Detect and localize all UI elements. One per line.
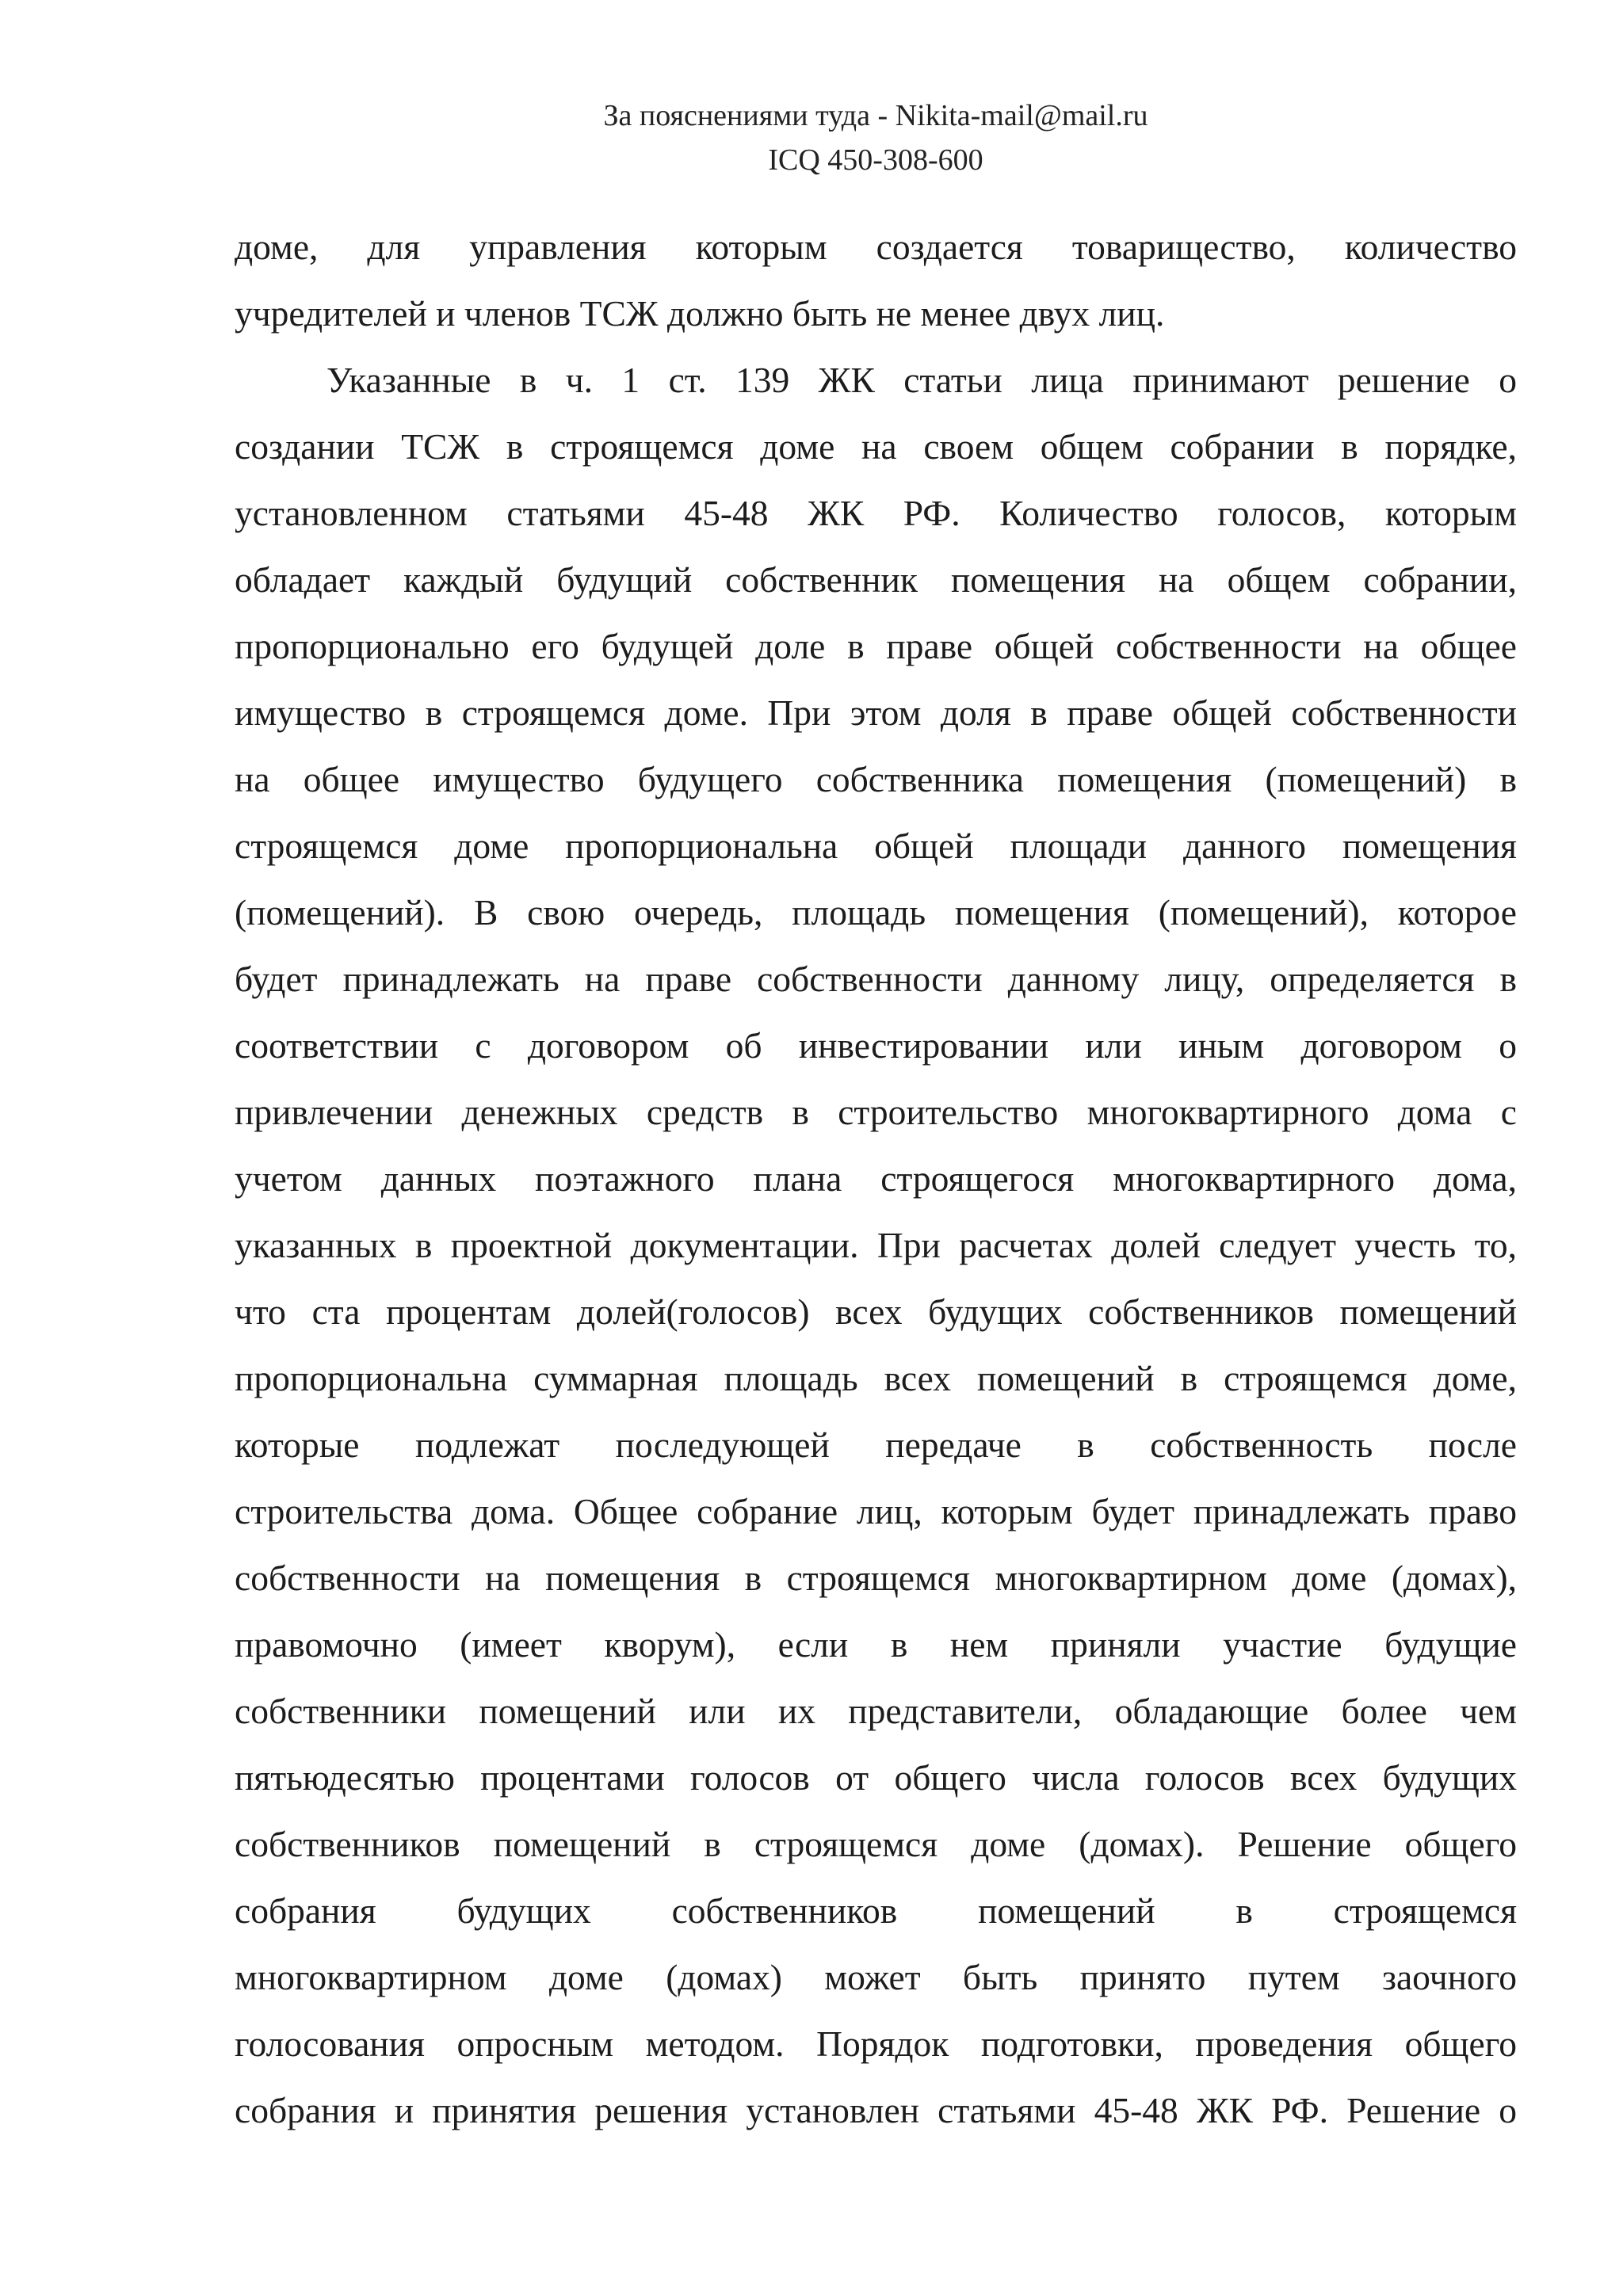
text-line: учредителей и членов ТСЖ должно быть не менее двух лиц. bbox=[235, 293, 1165, 334]
text-line: собственников помещений в строящемся доме (домах). Решение общего bbox=[235, 1824, 1517, 1864]
text-line: установленном статьями 45-48 ЖК РФ. Количество голосов, которым bbox=[235, 493, 1517, 533]
text-line: на общее имущество будущего собственника помещения (помещений) в bbox=[235, 759, 1517, 799]
text-line: доме, для управления которым создается товарищество, количество bbox=[235, 227, 1517, 267]
paragraph-start-line: Указанные в ч. 1 ст. 139 ЖК статьи лица принимают решение о bbox=[327, 360, 1517, 400]
text-line: собственники помещений или их представители, обладающие более чем bbox=[235, 1691, 1517, 1731]
text-line: пропорциональна суммарная площадь всех помещений в строящемся доме, bbox=[235, 1358, 1517, 1398]
text-line: учетом данных поэтажного плана строящегося многоквартирного дома, bbox=[235, 1158, 1517, 1199]
text-line: указанных в проектной документации. При расчетах долей следует учесть то, bbox=[235, 1225, 1517, 1265]
text-line: собрания и принятия решения установлен статьями 45-48 ЖК РФ. Решение о bbox=[235, 2090, 1517, 2130]
icq-line: ICQ 450-308-600 bbox=[768, 143, 983, 177]
document-body bbox=[235, 214, 1517, 2144]
text-line: соответствии с договором об инвестировании или иным договором о bbox=[235, 1025, 1517, 1066]
text-line: собрания будущих собственников помещений в строящемся bbox=[235, 1890, 1517, 1931]
text-line: правомочно (имеет кворум), если в нем приняли участие будущие bbox=[235, 1624, 1517, 1665]
text-line: что ста процентам долей(голосов) всех будущих собственников помещений bbox=[235, 1291, 1517, 1332]
text-line: строительства дома. Общее собрание лиц, которым будет принадлежать право bbox=[235, 1491, 1517, 1531]
text-line: (помещений). В свою очередь, площадь помещения (помещений), которое bbox=[235, 892, 1517, 933]
text-line: голосования опросным методом. Порядок подготовки, проведения общего bbox=[235, 2023, 1517, 2064]
text-line: собственности на помещения в строящемся многоквартирном доме (домах), bbox=[235, 1558, 1517, 1598]
text-line: имущество в строящемся доме. При этом доля в праве общей собственности bbox=[235, 692, 1517, 733]
text-line: обладает каждый будущий собственник помещения на общем собрании, bbox=[235, 559, 1517, 600]
contact-email-line: За пояснениями туда - Nikita-mail@mail.ru bbox=[603, 99, 1148, 132]
text-line: будет принадлежать на праве собственности данному лицу, определяется в bbox=[235, 959, 1517, 999]
text-line: привлечении денежных средств в строительство многоквартирного дома с bbox=[235, 1092, 1517, 1132]
page-header bbox=[0, 93, 1623, 182]
text-line: создании ТСЖ в строящемся доме на своем общем собрании в порядке, bbox=[235, 426, 1517, 467]
text-line: которые подлежат последующей передаче в собственность после bbox=[235, 1425, 1517, 1465]
text-line: пропорционально его будущей доле в праве общей собственности на общее bbox=[235, 626, 1517, 666]
text-line: пятьюдесятью процентами голосов от общего числа голосов всех будущих bbox=[235, 1757, 1517, 1798]
text-line: строящемся доме пропорциональна общей площади данного помещения bbox=[235, 826, 1517, 866]
text-line: многоквартирном доме (домах) может быть принято путем заочного bbox=[235, 1957, 1517, 1997]
